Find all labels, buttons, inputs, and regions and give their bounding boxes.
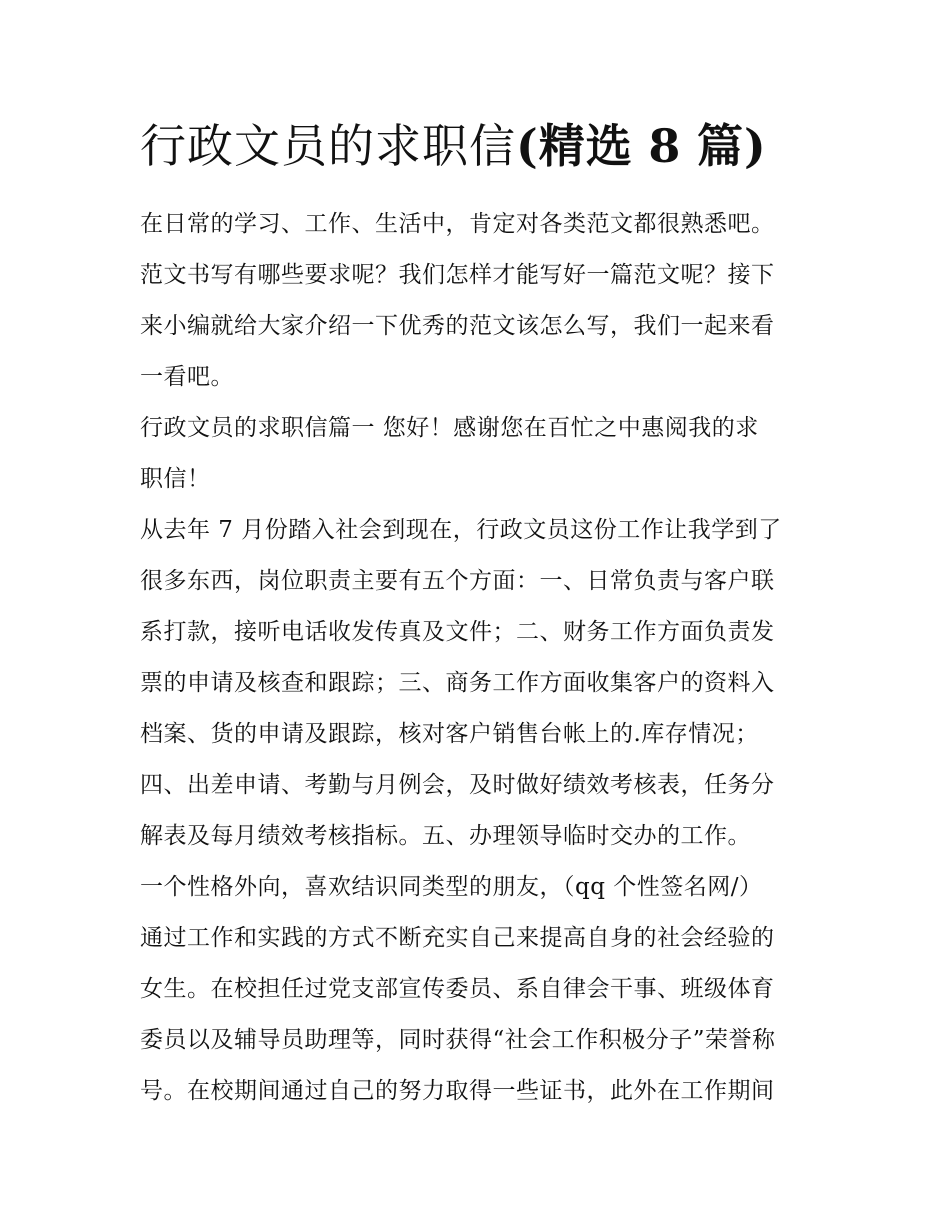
title-main: 行政文员的求职信 <box>140 119 516 173</box>
title-number: 8 <box>648 119 682 173</box>
text-line: 通过工作和实践的方式不断充实自己来提高自身的社会经验的 <box>140 925 775 951</box>
text-line: 行政文员的求职信篇一 您好！感谢您在百忙之中惠阅我的求 <box>140 415 759 441</box>
page-title <box>140 116 840 176</box>
text-line: 票的申请及核查和跟踪；三、商务工作方面收集客户的资料入 <box>140 670 775 696</box>
text-line: 很多东西，岗位职责主要有五个方面：一、日常负责与客户联 <box>140 568 775 594</box>
title-paren-close: 篇) <box>697 119 767 173</box>
body-text <box>140 199 820 1117</box>
text-line: 一看吧。 <box>140 364 234 390</box>
text-line: 范文书写有哪些要求呢？我们怎样才能写好一篇范文呢？接下 <box>140 262 775 288</box>
text-line: 一个性格外向，喜欢结识同类型的朋友，（qq 个性签名网/） <box>140 874 763 900</box>
text-line: 四、出差申请、考勤与月例会，及时做好绩效考核表，任务分 <box>140 772 775 798</box>
text-line: 号。在校期间通过自己的努力取得一些证书，此外在工作期间 <box>140 1078 775 1104</box>
text-line: 档案、货的申请及跟踪，核对客户销售台帐上的.库存情况； <box>140 721 759 747</box>
text-line: 系打款，接听电话收发传真及文件；二、财务工作方面负责发 <box>140 619 775 645</box>
title-paren-open: (精选 <box>516 119 633 173</box>
text-line: 从去年 7 月份踏入社会到现在，行政文员这份工作让我学到了 <box>140 517 782 543</box>
text-line: 女生。在校担任过党支部宣传委员、系自律会干事、班级体育 <box>140 976 775 1002</box>
text-line: 解表及每月绩效考核指标。五、办理领导临时交办的工作。 <box>140 823 751 849</box>
text-line: 来小编就给大家介绍一下优秀的范文该怎么写，我们一起来看 <box>140 313 775 339</box>
text-line: 职信！ <box>140 466 211 492</box>
text-line: 委员以及辅导员助理等，同时获得“社会工作积极分子”荣誉称 <box>140 1027 776 1053</box>
text-line: 在日常的学习、工作、生活中，肯定对各类范文都很熟悉吧。 <box>140 211 775 237</box>
